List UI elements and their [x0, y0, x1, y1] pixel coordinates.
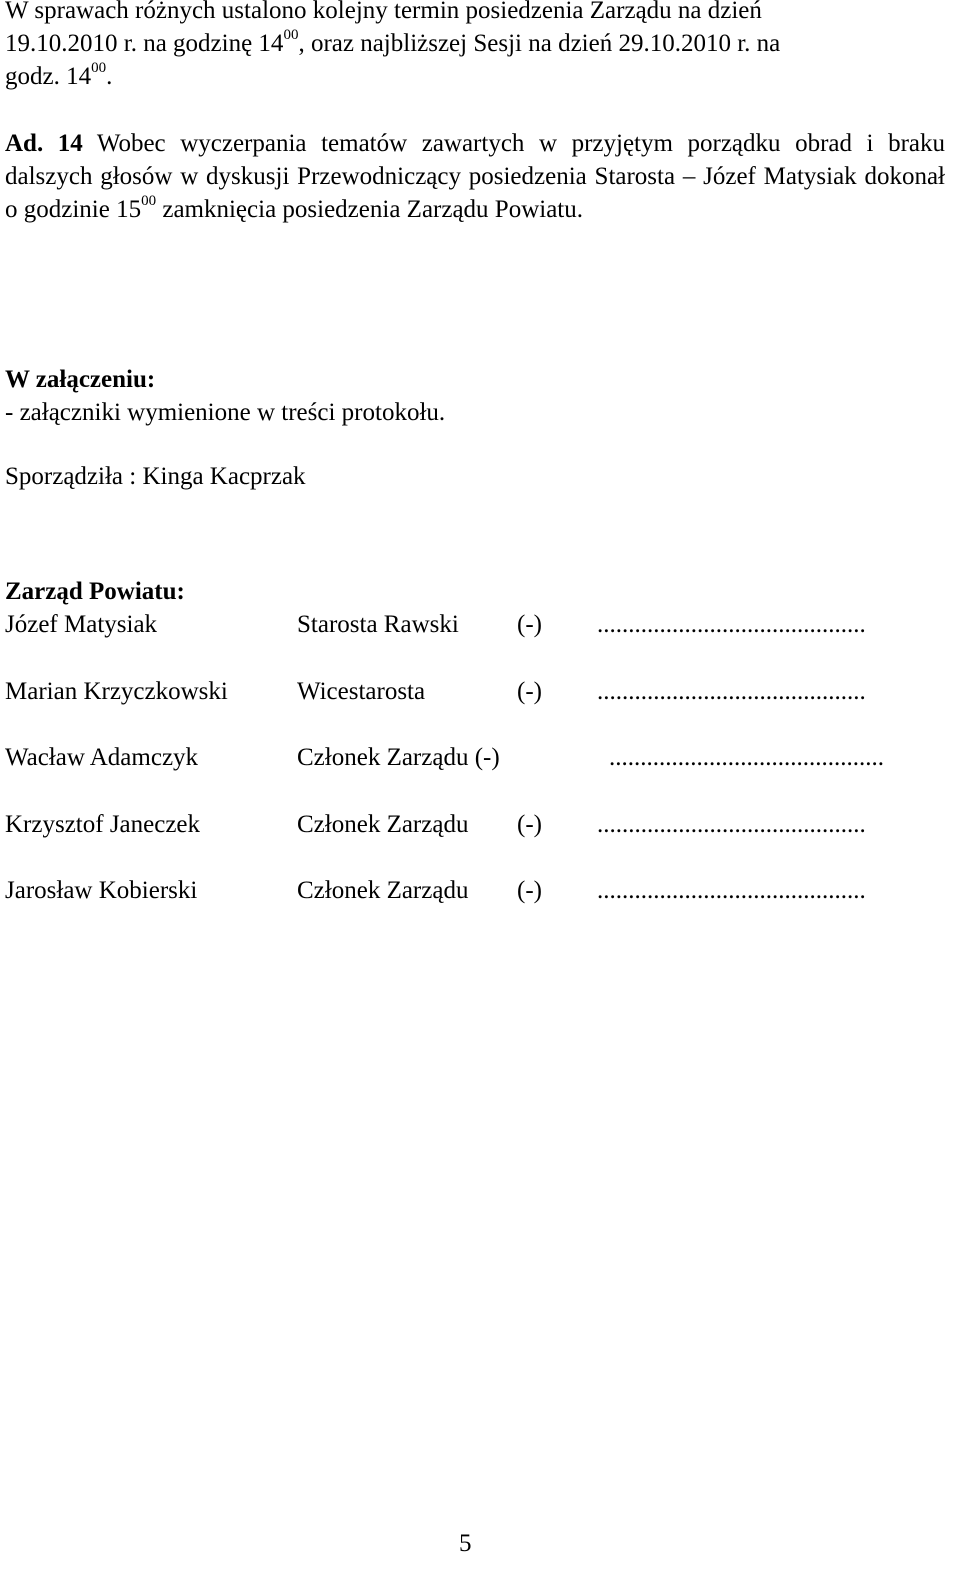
member-role: Starosta Rawski: [297, 611, 459, 638]
board-member-row: [5, 808, 945, 841]
agenda-item-label: Ad. 14: [5, 130, 83, 157]
signature-line: ...........................................: [597, 611, 866, 638]
board-member-row: [5, 675, 945, 708]
board-heading: Zarząd Powiatu:: [5, 578, 185, 605]
attachments-heading: W załączeniu:: [5, 366, 156, 393]
member-name: Józef Matysiak: [5, 611, 158, 638]
member-signature-mark: (-): [517, 611, 542, 638]
page-number: 5: [459, 1530, 472, 1557]
member-role: Członek Zarządu: [297, 877, 469, 904]
signature-line: ............................................: [609, 744, 884, 771]
paragraph-next-meeting: [5, 0, 945, 93]
prepared-by: Sporządziła : Kinga Kacprzak: [5, 463, 306, 490]
member-name: Krzysztof Janeczek: [5, 811, 201, 838]
board-member-row: [5, 741, 945, 774]
member-role: Członek Zarządu: [297, 811, 469, 838]
member-signature-mark: (-): [517, 811, 542, 838]
member-signature-mark: (-): [517, 678, 542, 705]
board-member-row: [5, 608, 945, 641]
member-name: Marian Krzyczkowski: [5, 678, 228, 705]
member-signature-mark: (-): [517, 877, 542, 904]
paragraph-line: godz. $14^{00}$.: [5, 59, 113, 90]
signature-line: ...........................................: [597, 811, 866, 838]
member-name: Jarosław Kobierski: [5, 877, 198, 904]
paragraph-line: 19.10.2010 r. na godzinę $14^{00}$, oraz najbliższej Sesji na dzień 29.10.2010 r. na: [5, 26, 781, 57]
paragraph-line: W sprawach różnych ustalono kolejny termin posiedzenia Zarządu na dzień: [5, 0, 762, 24]
member-name: Wacław Adamczyk: [5, 744, 199, 771]
member-role: Członek Zarządu (-): [297, 744, 500, 771]
attachments-item: - załączniki wymienione w treści protokołu.: [5, 399, 446, 426]
member-role: Wicestarosta: [297, 678, 426, 705]
signature-line: ...........................................: [597, 678, 866, 705]
board-member-row: [5, 874, 945, 907]
signature-line: ...........................................: [597, 877, 866, 904]
paragraph-closing: Ad. 14 Wobec wyczerpania tematów zawartych w przyjętym porządku obrad i braku dalszych głosów w dyskusji Przewodniczący posiedzenia Starosta – Józef Matysiak dokonał o godzinie $15^{00}$ zamknięcia posiedzenia Zarządu Powiatu.: [5, 130, 945, 223]
